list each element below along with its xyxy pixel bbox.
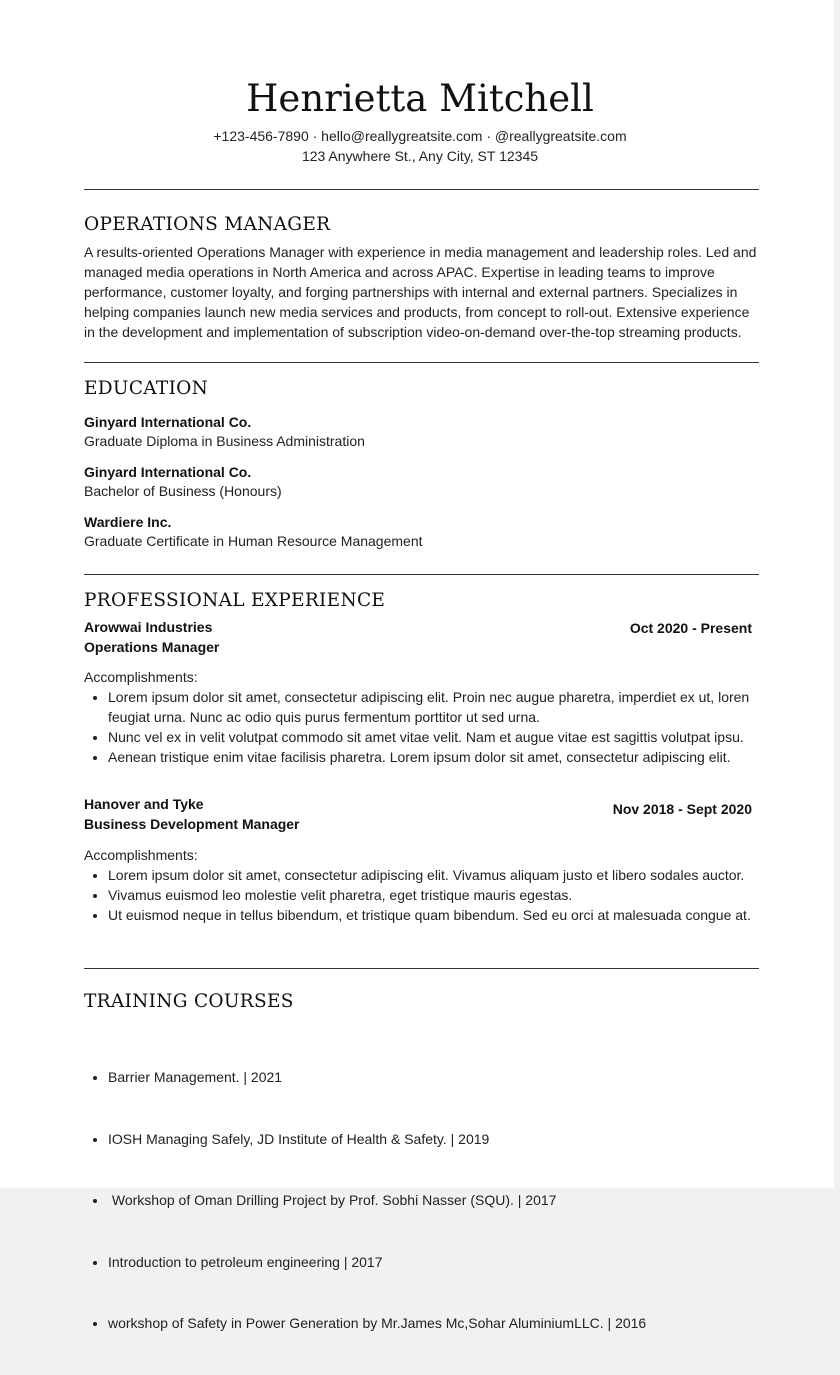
education-degree: Graduate Certificate in Human Resource Management [84, 533, 423, 549]
list-item: • Vivamus euismod leo molestie velit pharetra, eget tristique mauris egestas. [108, 885, 788, 905]
summary-text: A results-oriented Operations Manager with experience in media management and leadership roles. Led and managed media operations in North America and across APAC. Expertise in leading teams to improve performance, customer loyalty, and forging partnerships with internal and external partners. Specializes in helping companies launch new media services and products, from concept to roll-out. Extensive experience in the development and implementation of subscription video-on-demand over-the-top streaming products. [84, 244, 757, 340]
divider [84, 968, 759, 969]
applicant-name: Henrietta Mitchell [246, 77, 594, 120]
list-item: • Workshop of Oman Drilling Project by Prof. Sobhi Nasser (SQU). | 2017 [108, 1190, 788, 1210]
job-dates: Oct 2020 - Present [629, 620, 752, 636]
list-item: • Nunc vel ex in velit volutpat commodo sit amet vitae velit. Nam et augue vitae est sagittis volutpat ipsu. [108, 727, 788, 747]
list-item: • Lorem ipsum dolor sit amet, consectetur adipiscing elit. Vivamus aliquam justo et libero sodales auctor. [108, 865, 788, 885]
job-company: Hanover and Tyke [84, 796, 204, 812]
education-degree: Graduate Diploma in Business Administration [84, 433, 365, 449]
accomplishments-label: Accomplishments: [84, 847, 198, 863]
list-item: • Lorem ipsum dolor sit amet, consectetur adipiscing elit. Proin nec augue pharetra, imperdiet ex ut, loren feugiat urna. Nunc ac odio quis purus fermentum porttitor ut sed urna. [108, 687, 788, 727]
education-school: Ginyard International Co. [84, 464, 252, 480]
list-item: • Introduction to petroleum engineering | 2017 [108, 1252, 788, 1272]
education-title: EDUCATION [84, 378, 209, 399]
accomplishments-list [84, 687, 788, 767]
accomplishments-list [84, 865, 788, 925]
education-degree: Bachelor of Business (Honours) [84, 483, 282, 499]
list-item: • Barrier Management. | 2021 [108, 1067, 788, 1087]
divider [84, 574, 759, 575]
education-school: Wardiere Inc. [84, 514, 172, 530]
divider [84, 362, 759, 363]
training-list [84, 1027, 788, 1375]
job-role: Business Development Manager [84, 816, 300, 832]
list-item: • IOSH Managing Safely, JD Institute of Health & Safety. | 2019 [108, 1129, 788, 1149]
job-company: Arowwai Industries [84, 619, 213, 635]
address-line: 123 Anywhere St., Any City, ST 12345 [301, 148, 539, 164]
training-title: TRAINING COURSES [84, 991, 294, 1012]
divider [84, 189, 759, 190]
list-item: • Aenean tristique enim vitae facilisis pharetra. Lorem ipsum dolor sit amet, consectetur adipiscing elit. [108, 747, 788, 767]
summary-title: OPERATIONS MANAGER [84, 214, 331, 235]
contact-line: +123-456-7890 · hello@reallygreatsite.com · @reallygreatsite.com [213, 128, 627, 144]
experience-title: PROFESSIONAL EXPERIENCE [84, 590, 386, 611]
list-item: • workshop of Safety in Power Generation by Mr.James Mc,Sohar AluminiumLLC. | 2016 [108, 1313, 788, 1333]
list-item: • Ut euismod neque in tellus bibendum, et tristique quam bibendum. Sed eu orci at malesuada congue at. [108, 905, 788, 925]
education-school: Ginyard International Co. [84, 414, 252, 430]
job-dates: Nov 2018 - Sept 2020 [612, 801, 752, 817]
accomplishments-label: Accomplishments: [84, 669, 198, 685]
job-role: Operations Manager [84, 639, 220, 655]
